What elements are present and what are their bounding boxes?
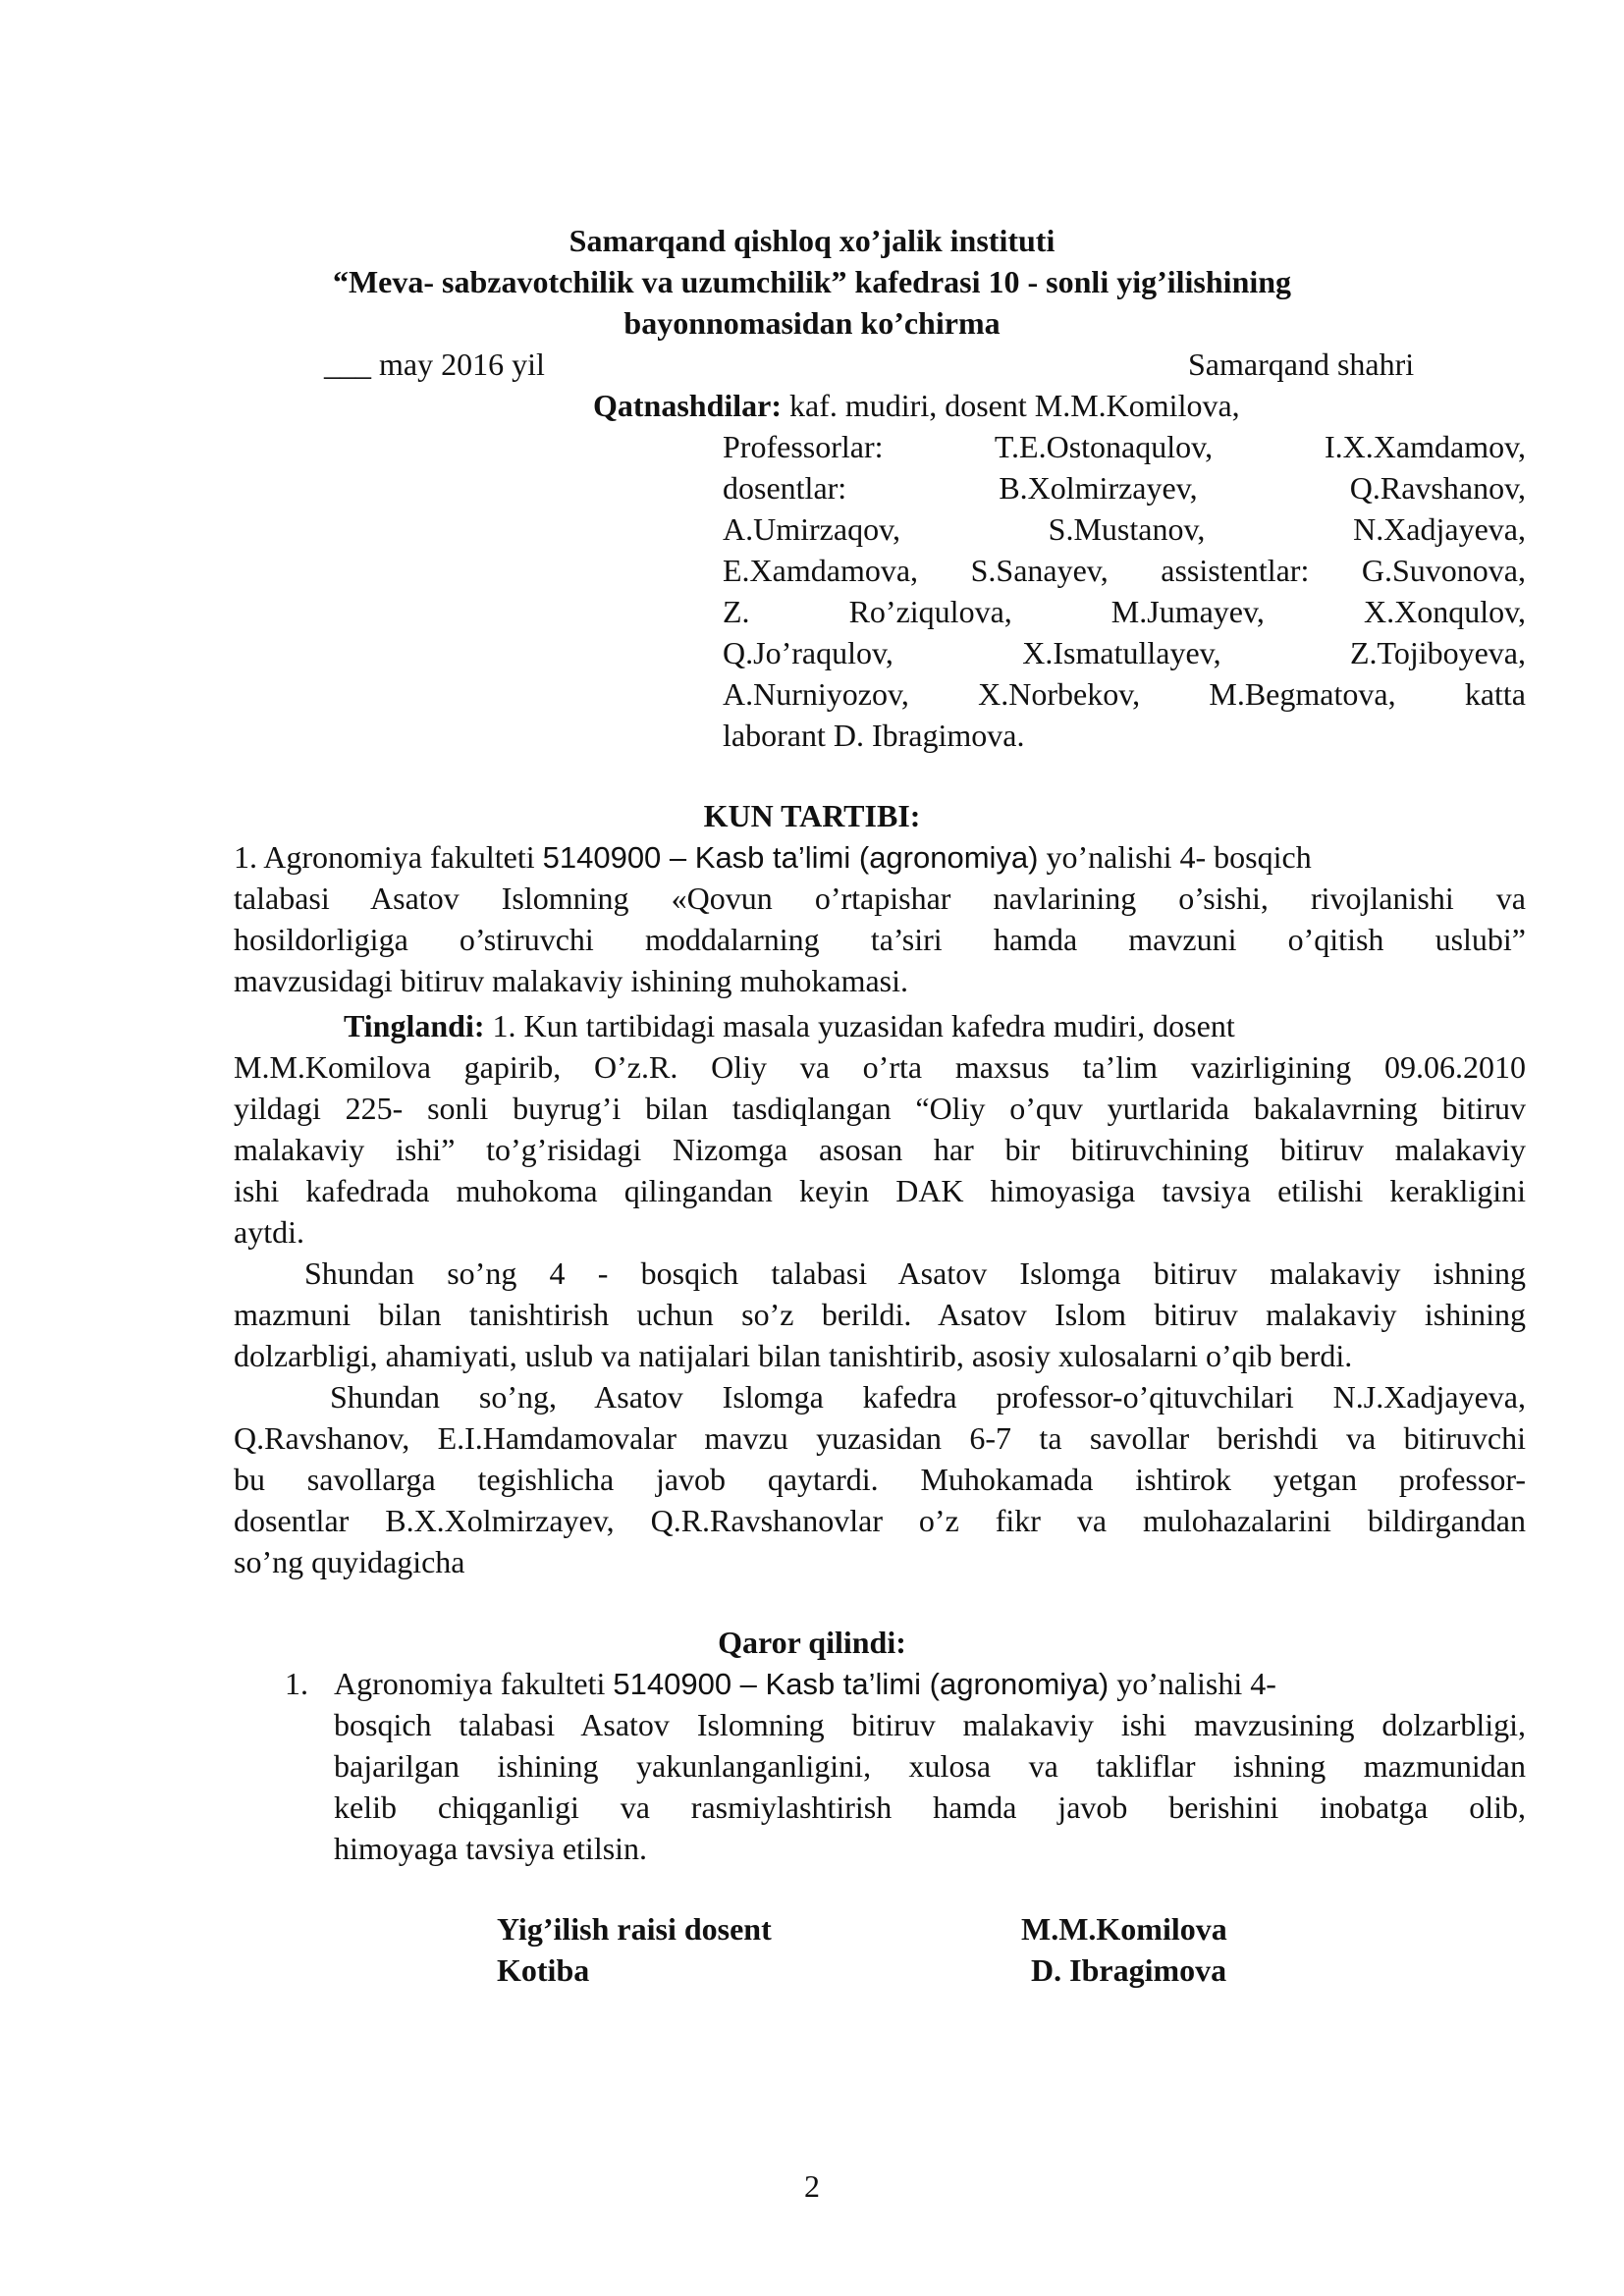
chair-title: Yig’ilish raisi dosent: [497, 1911, 772, 1947]
participants-line: A.Nurniyozov, X.Norbekov, M.Begmatova, katta: [723, 676, 1526, 712]
paragraph-line: bu savollarga tegishlicha javob qaytardi. Muhokamada ishtirok yetgan professor-: [234, 1462, 1526, 1497]
participants-line: Z. Ro’ziqulova, M.Jumayev, X.Xonqulov,: [723, 594, 1526, 629]
heard-label: Tinglandi:: [344, 1008, 485, 1043]
decision-item-number: 1.: [285, 1666, 308, 1701]
participants-line: A.Umirzaqov, S.Mustanov, N.Xadjayeva,: [723, 511, 1526, 547]
agenda-item-1: [234, 836, 1312, 879]
agenda-item-text: yo’nalishi 4- bosqich: [1038, 839, 1312, 875]
heard-line: ishi kafedrada muhokoma qilingandan keyin DAK himoyasiga tavsiya etilishi kerakligini: [234, 1173, 1526, 1208]
decision-item-text: yo’nalishi 4-: [1109, 1666, 1276, 1701]
department-title: “Meva- sabzavotchilik va uzumchilik” kafedrasi 10 - sonli yig’ilishining: [332, 264, 1292, 299]
participants-line: laborant D. Ibragimova.: [723, 718, 1025, 753]
specialty-code: 5140900 – Kasb ta’limi (agronomiya): [542, 840, 1039, 875]
participants-label: Qatnashdilar:: [593, 388, 783, 423]
document-city: Samarqand shahri: [1188, 347, 1415, 382]
decision-line: bajarilgan ishining yakunlanganligini, xulosa va takliflar ishning mazmunidan: [334, 1748, 1526, 1784]
agenda-line: mavzusidagi bitiruv malakaviy ishining muhokamasi.: [234, 963, 908, 998]
decision-title: Qaror qilindi:: [718, 1625, 906, 1660]
decision-item-text: Agronomiya fakulteti: [334, 1666, 614, 1701]
specialty-code: 5140900 – Kasb ta’limi (agronomiya): [613, 1667, 1110, 1701]
paragraph-line: mazmuni bilan tanishtirish uchun so’z berildi. Asatov Islom bitiruv malakaviy ishining: [234, 1297, 1526, 1332]
participants-line: dosentlar: B.Xolmirzayev, Q.Ravshanov,: [723, 470, 1526, 506]
agenda-line: talabasi Asatov Islomning «Qovun o’rtapishar navlarining o’sishi, rivojlanishi va: [234, 881, 1526, 916]
paragraph-line: Q.Ravshanov, E.I.Hamdamovalar mavzu yuzasidan 6-7 ta savollar berishdi va bitiruvchi: [234, 1420, 1526, 1456]
secretary-name: D. Ibragimova: [1031, 1952, 1227, 1988]
paragraph-line: dolzarbligi, ahamiyati, uslub va natijalari bilan tanishtirib, asosiy xulosalarni o’qib berdi.: [234, 1338, 1353, 1373]
participants-head: kaf. mudiri, dosent M.M.Komilova,: [782, 388, 1240, 423]
chair-name: M.M.Komilova: [1021, 1911, 1227, 1947]
decision-item-1: [334, 1663, 1276, 1705]
heard-first-line: [344, 1005, 1235, 1046]
paragraph-line: Shundan so’ng 4 - bosqich talabasi Asatov Islomga bitiruv malakaviy ishning: [304, 1255, 1526, 1291]
agenda-item-text: 1. Agronomiya fakulteti: [234, 839, 543, 875]
paragraph-line: dosentlar B.X.Xolmirzayev, Q.R.Ravshanovlar o’z fikr va mulohazalarini bildirgandan: [234, 1503, 1526, 1538]
page-number: 2: [804, 2168, 820, 2204]
participants-line: Professorlar: T.E.Ostonaqulov, I.X.Xamdamov,: [723, 429, 1526, 464]
paragraph-line: Shundan so’ng, Asatov Islomga kafedra professor-o’qituvchilari N.J.Xadjayeva,: [330, 1379, 1526, 1415]
participants-line: E.Xamdamova, S.Sanayev, assistentlar: G.Suvonova,: [723, 553, 1526, 588]
decision-line: himoyaga tavsiya etilsin.: [334, 1831, 648, 1866]
heard-line: aytdi.: [234, 1214, 304, 1250]
heard-head: 1. Kun tartibidagi masala yuzasidan kafedra mudiri, dosent: [484, 1008, 1235, 1043]
institute-title: Samarqand qishloq xo’jalik instituti: [568, 223, 1056, 258]
secretary-title: Kotiba: [497, 1952, 590, 1988]
participants-line: Q.Jo’raqulov, X.Ismatullayev, Z.Tojiboyeva,: [723, 635, 1526, 670]
paragraph-line: so’ng quyidagicha: [234, 1544, 465, 1579]
heard-line: M.M.Komilova gapirib, O’z.R. Oliy va o’rta maxsus ta’lim vazirligining 09.06.2010: [234, 1049, 1526, 1085]
heard-line: malakaviy ishi” to’g’risidagi Nizomga asosan har bir bitiruvchining bitiruv malakaviy: [234, 1132, 1526, 1167]
agenda-line: hosildorligiga o’stiruvchi moddalarning ta’siri hamda mavzuni o’qitish uslubi”: [234, 922, 1526, 957]
agenda-title: KUN TARTIBI:: [703, 798, 921, 833]
document-type: bayonnomasidan ko’chirma: [623, 305, 1001, 341]
decision-line: kelib chiqganligi va rasmiylashtirish hamda javob berishini inobatga olib,: [334, 1789, 1526, 1825]
decision-line: bosqich talabasi Asatov Islomning bitiruv malakaviy ishi mavzusining dolzarbligi,: [334, 1707, 1526, 1742]
participants-first-line: [593, 385, 1240, 426]
document-date: ___ may 2016 yil: [324, 347, 545, 382]
heard-line: yildagi 225- sonli buyrug’i bilan tasdiqlangan “Oliy o’quv yurtlarida bakalavrning bitiruv: [234, 1091, 1526, 1126]
